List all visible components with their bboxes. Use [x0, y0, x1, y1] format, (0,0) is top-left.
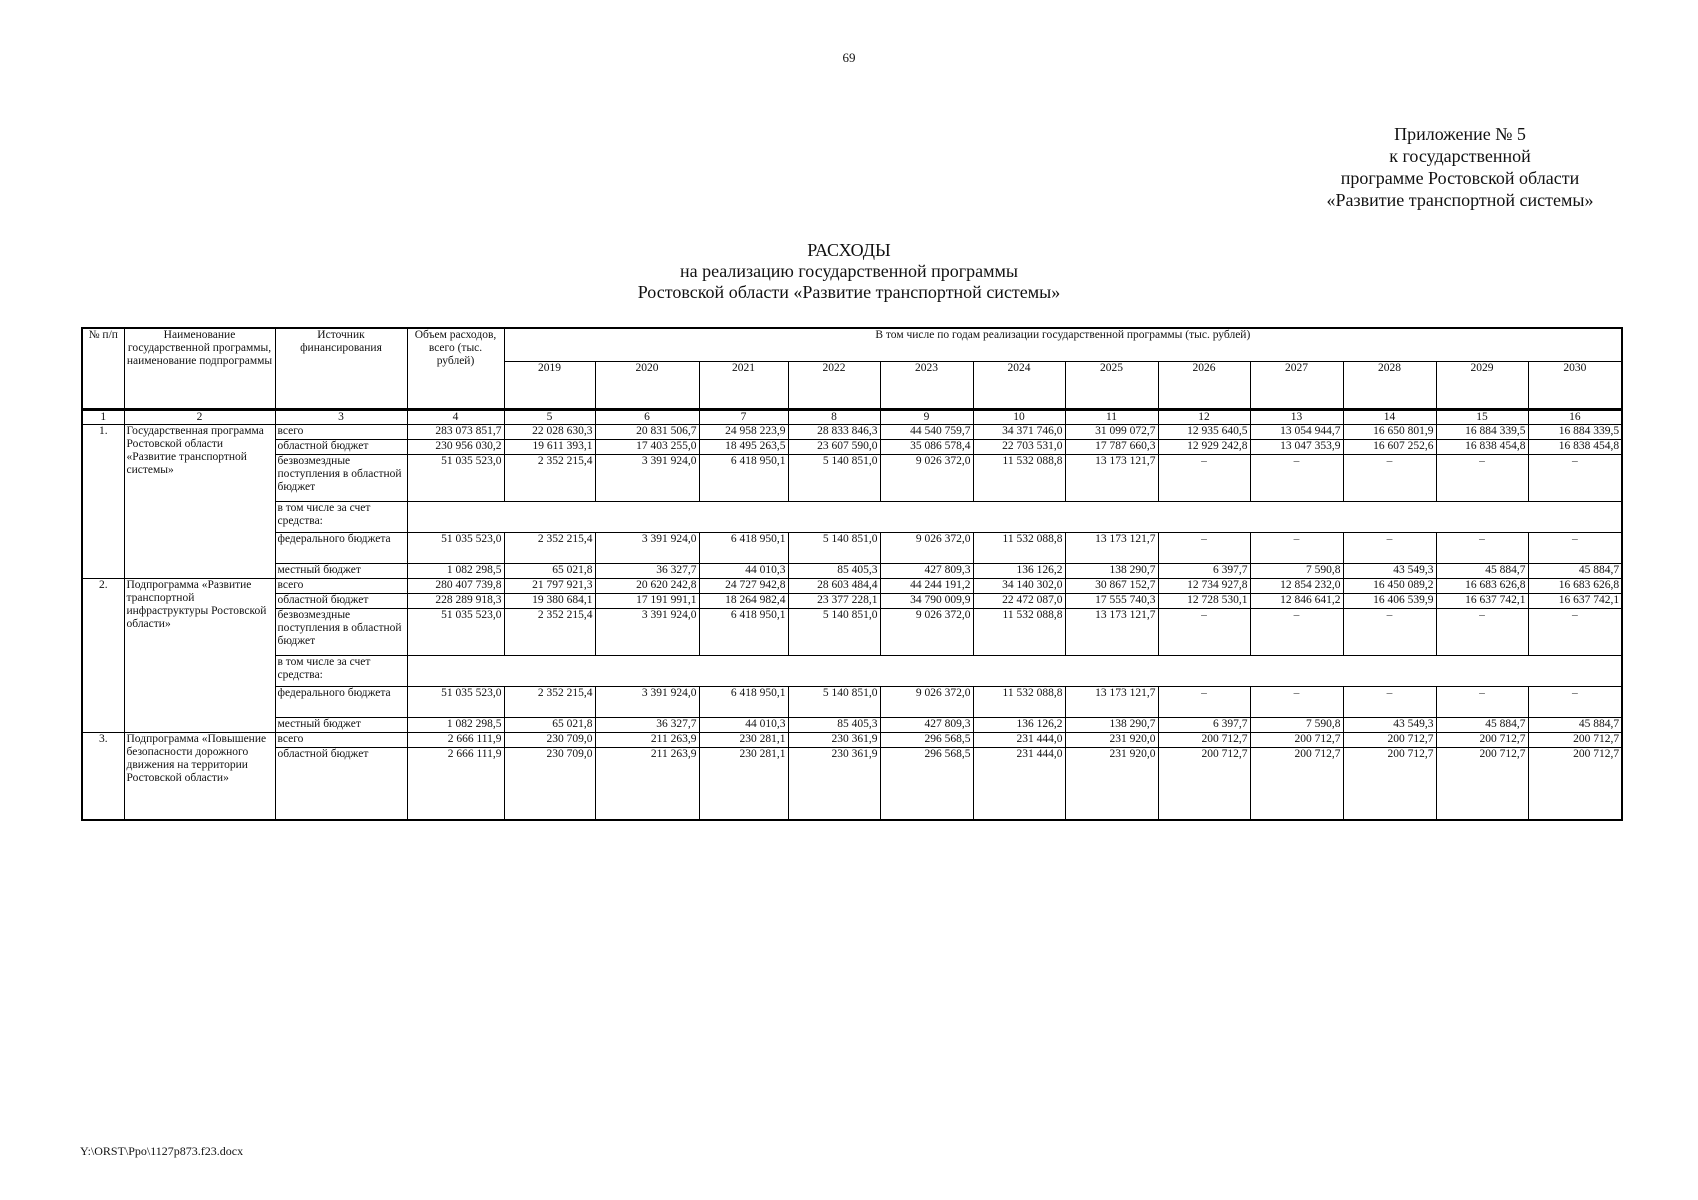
- year-value-cell: 22 703 531,0: [973, 439, 1065, 454]
- title-line: РАСХОДЫ: [807, 240, 891, 260]
- header-year: 2025: [1065, 361, 1158, 409]
- year-value-cell: 20 831 506,7: [595, 424, 699, 439]
- column-number: 8: [788, 409, 880, 424]
- total-value-cell: 1 082 298,5: [407, 563, 504, 578]
- year-value-cell: –: [1250, 454, 1343, 501]
- year-value-cell: 12 854 232,0: [1250, 578, 1343, 593]
- year-value-cell: 200 712,7: [1343, 747, 1436, 820]
- year-value-cell: 5 140 851,0: [788, 532, 880, 563]
- table-row: [82, 747, 1622, 820]
- year-value-cell: 16 838 454,8: [1436, 439, 1528, 454]
- program-number: 1.: [82, 424, 124, 578]
- column-number: 6: [595, 409, 699, 424]
- year-value-cell: 3 391 924,0: [595, 454, 699, 501]
- total-value-cell: 2 666 111,9: [407, 732, 504, 747]
- year-value-cell: –: [1528, 686, 1622, 717]
- column-number: 14: [1343, 409, 1436, 424]
- funding-source: областной бюджет: [275, 439, 407, 454]
- year-value-cell: 31 099 072,7: [1065, 424, 1158, 439]
- year-value-cell: 36 327,7: [595, 717, 699, 732]
- year-value-cell: 200 712,7: [1436, 732, 1528, 747]
- header-name: Наименование государственной программы, наименование подпрограммы: [124, 328, 275, 409]
- empty-cell: [407, 501, 1622, 532]
- year-value-cell: 136 126,2: [973, 563, 1065, 578]
- year-value-cell: 138 290,7: [1065, 717, 1158, 732]
- header-by-years: В том числе по годам реализации государственной программы (тыс. рублей): [504, 328, 1622, 361]
- total-value-cell: 51 035 523,0: [407, 686, 504, 717]
- funding-source: всего: [275, 732, 407, 747]
- year-value-cell: –: [1436, 686, 1528, 717]
- year-value-cell: 24 727 942,8: [699, 578, 788, 593]
- funding-source: всего: [275, 578, 407, 593]
- total-value-cell: 51 035 523,0: [407, 608, 504, 655]
- file-path: Y:\ORST\Ppo\1127p873.f23.docx: [80, 1144, 244, 1158]
- table-row: [82, 454, 1622, 501]
- year-value-cell: 16 637 742,1: [1528, 593, 1622, 608]
- column-number: 13: [1250, 409, 1343, 424]
- year-value-cell: 18 495 263,5: [699, 439, 788, 454]
- year-value-cell: 16 838 454,8: [1528, 439, 1622, 454]
- table-row: [82, 717, 1622, 732]
- year-value-cell: 34 371 746,0: [973, 424, 1065, 439]
- funding-source: в том числе за счет средства:: [275, 501, 407, 532]
- column-number: 16: [1528, 409, 1622, 424]
- total-value-cell: 51 035 523,0: [407, 454, 504, 501]
- header-year: 2029: [1436, 361, 1528, 409]
- year-value-cell: –: [1158, 454, 1250, 501]
- year-value-cell: 19 611 393,1: [504, 439, 595, 454]
- header-year: 2030: [1528, 361, 1622, 409]
- year-value-cell: 231 920,0: [1065, 732, 1158, 747]
- total-value-cell: 228 289 918,3: [407, 593, 504, 608]
- funding-source: федерального бюджета: [275, 532, 407, 563]
- year-value-cell: 22 472 087,0: [973, 593, 1065, 608]
- year-value-cell: –: [1343, 608, 1436, 655]
- year-value-cell: 7 590,8: [1250, 717, 1343, 732]
- year-value-cell: –: [1343, 454, 1436, 501]
- table-row: [82, 686, 1622, 717]
- year-value-cell: 2 352 215,4: [504, 454, 595, 501]
- year-value-cell: 230 281,1: [699, 747, 788, 820]
- year-value-cell: –: [1250, 686, 1343, 717]
- year-value-cell: 6 418 950,1: [699, 454, 788, 501]
- column-numbers-row: [82, 409, 1622, 424]
- table-row: [82, 563, 1622, 578]
- year-value-cell: 5 140 851,0: [788, 454, 880, 501]
- year-value-cell: 16 607 252,6: [1343, 439, 1436, 454]
- column-number: 9: [880, 409, 973, 424]
- total-value-cell: 230 956 030,2: [407, 439, 504, 454]
- year-value-cell: 296 568,5: [880, 732, 973, 747]
- year-value-cell: 200 712,7: [1343, 732, 1436, 747]
- column-number: 10: [973, 409, 1065, 424]
- year-value-cell: 231 920,0: [1065, 747, 1158, 820]
- table-row: [82, 424, 1622, 439]
- header-year: 2019: [504, 361, 595, 409]
- program-number: 2.: [82, 578, 124, 732]
- column-number: 1: [82, 409, 124, 424]
- year-value-cell: 20 620 242,8: [595, 578, 699, 593]
- title-line: Ростовской области «Развитие транспортной системы»: [637, 282, 1061, 302]
- funding-source: областной бюджет: [275, 593, 407, 608]
- program-name: Подпрограмма «Развитие транспортной инфраструктуры Ростовской области»: [124, 578, 275, 732]
- year-value-cell: –: [1343, 532, 1436, 563]
- year-value-cell: 65 021,8: [504, 717, 595, 732]
- year-value-cell: 34 790 009,9: [880, 593, 973, 608]
- year-value-cell: 12 935 640,5: [1158, 424, 1250, 439]
- year-value-cell: 230 709,0: [504, 732, 595, 747]
- year-value-cell: –: [1250, 532, 1343, 563]
- appendix-line: Приложение № 5: [1394, 124, 1526, 144]
- year-value-cell: 6 397,7: [1158, 717, 1250, 732]
- year-value-cell: 6 397,7: [1158, 563, 1250, 578]
- header-num: № п/п: [82, 328, 124, 409]
- year-value-cell: 9 026 372,0: [880, 686, 973, 717]
- year-value-cell: 23 377 228,1: [788, 593, 880, 608]
- column-number: 15: [1436, 409, 1528, 424]
- year-value-cell: 136 126,2: [973, 717, 1065, 732]
- appendix-line: программе Ростовской области: [1340, 168, 1580, 188]
- year-value-cell: 11 532 088,8: [973, 454, 1065, 501]
- year-value-cell: 7 590,8: [1250, 563, 1343, 578]
- header-year: 2028: [1343, 361, 1436, 409]
- year-value-cell: –: [1158, 686, 1250, 717]
- header-year: 2021: [699, 361, 788, 409]
- year-value-cell: 2 352 215,4: [504, 532, 595, 563]
- year-value-cell: 12 728 530,1: [1158, 593, 1250, 608]
- column-number: 11: [1065, 409, 1158, 424]
- year-value-cell: 13 173 121,7: [1065, 686, 1158, 717]
- year-value-cell: –: [1436, 454, 1528, 501]
- header-year: 2024: [973, 361, 1065, 409]
- year-value-cell: 3 391 924,0: [595, 686, 699, 717]
- year-value-cell: 230 361,9: [788, 732, 880, 747]
- year-value-cell: 44 010,3: [699, 563, 788, 578]
- total-value-cell: 283 073 851,7: [407, 424, 504, 439]
- year-value-cell: 44 540 759,7: [880, 424, 973, 439]
- total-value-cell: 2 666 111,9: [407, 747, 504, 820]
- appendix-line: «Развитие транспортной системы»: [1326, 190, 1594, 210]
- year-value-cell: 6 418 950,1: [699, 532, 788, 563]
- year-value-cell: 12 734 927,8: [1158, 578, 1250, 593]
- year-value-cell: 16 406 539,9: [1343, 593, 1436, 608]
- year-value-cell: 231 444,0: [973, 732, 1065, 747]
- year-value-cell: 200 712,7: [1250, 732, 1343, 747]
- year-value-cell: 11 532 088,8: [973, 532, 1065, 563]
- header-source: Источник финансирования: [275, 328, 407, 409]
- year-value-cell: 45 884,7: [1528, 563, 1622, 578]
- empty-cell: [407, 655, 1622, 686]
- total-value-cell: 1 082 298,5: [407, 717, 504, 732]
- table-row: [82, 593, 1622, 608]
- year-value-cell: 12 929 242,8: [1158, 439, 1250, 454]
- year-value-cell: 6 418 950,1: [699, 608, 788, 655]
- year-value-cell: 34 140 302,0: [973, 578, 1065, 593]
- year-value-cell: 24 958 223,9: [699, 424, 788, 439]
- year-value-cell: 12 846 641,2: [1250, 593, 1343, 608]
- year-value-cell: 9 026 372,0: [880, 608, 973, 655]
- year-value-cell: –: [1528, 608, 1622, 655]
- header-year: 2020: [595, 361, 699, 409]
- year-value-cell: 3 391 924,0: [595, 532, 699, 563]
- year-value-cell: 13 173 121,7: [1065, 532, 1158, 563]
- year-value-cell: 200 712,7: [1436, 747, 1528, 820]
- year-value-cell: 16 683 626,8: [1436, 578, 1528, 593]
- year-value-cell: 44 010,3: [699, 717, 788, 732]
- year-value-cell: 231 444,0: [973, 747, 1065, 820]
- year-value-cell: 200 712,7: [1158, 732, 1250, 747]
- year-value-cell: 45 884,7: [1436, 563, 1528, 578]
- year-value-cell: 36 327,7: [595, 563, 699, 578]
- year-value-cell: 200 712,7: [1528, 732, 1622, 747]
- table-row: [82, 608, 1622, 655]
- year-value-cell: 16 637 742,1: [1436, 593, 1528, 608]
- year-value-cell: 13 054 944,7: [1250, 424, 1343, 439]
- year-value-cell: 6 418 950,1: [699, 686, 788, 717]
- appendix-line: к государственной: [1389, 146, 1531, 166]
- year-value-cell: 16 450 089,2: [1343, 578, 1436, 593]
- year-value-cell: 85 405,3: [788, 717, 880, 732]
- funding-source: безвозмездные поступления в областной бюджет: [275, 608, 407, 655]
- year-value-cell: –: [1436, 532, 1528, 563]
- year-value-cell: –: [1158, 532, 1250, 563]
- column-number: 12: [1158, 409, 1250, 424]
- year-value-cell: –: [1436, 608, 1528, 655]
- year-value-cell: 16 650 801,9: [1343, 424, 1436, 439]
- year-value-cell: 11 532 088,8: [973, 686, 1065, 717]
- year-value-cell: 230 281,1: [699, 732, 788, 747]
- expenses-table: [81, 327, 1623, 821]
- year-value-cell: 9 026 372,0: [880, 454, 973, 501]
- year-value-cell: 18 264 982,4: [699, 593, 788, 608]
- program-name: Государственная программа Ростовской области «Развитие транспортной системы»: [124, 424, 275, 578]
- year-value-cell: 30 867 152,7: [1065, 578, 1158, 593]
- header-year: 2026: [1158, 361, 1250, 409]
- funding-source: местный бюджет: [275, 717, 407, 732]
- funding-source: местный бюджет: [275, 563, 407, 578]
- header-year: 2022: [788, 361, 880, 409]
- funding-source: федерального бюджета: [275, 686, 407, 717]
- year-value-cell: 230 709,0: [504, 747, 595, 820]
- year-value-cell: 13 047 353,9: [1250, 439, 1343, 454]
- column-number: 7: [699, 409, 788, 424]
- year-value-cell: 16 884 339,5: [1528, 424, 1622, 439]
- year-value-cell: 16 884 339,5: [1436, 424, 1528, 439]
- year-value-cell: 5 140 851,0: [788, 686, 880, 717]
- column-number: 4: [407, 409, 504, 424]
- column-number: 2: [124, 409, 275, 424]
- year-value-cell: –: [1528, 532, 1622, 563]
- table-row: [82, 501, 1622, 532]
- year-value-cell: 427 809,3: [880, 717, 973, 732]
- header-row: [82, 328, 1622, 361]
- year-value-cell: 43 549,3: [1343, 563, 1436, 578]
- column-number: 5: [504, 409, 595, 424]
- year-value-cell: 45 884,7: [1528, 717, 1622, 732]
- total-value-cell: 51 035 523,0: [407, 532, 504, 563]
- year-value-cell: 5 140 851,0: [788, 608, 880, 655]
- year-value-cell: 3 391 924,0: [595, 608, 699, 655]
- year-value-cell: 17 555 740,3: [1065, 593, 1158, 608]
- page-number: 69: [842, 50, 856, 65]
- year-value-cell: 13 173 121,7: [1065, 454, 1158, 501]
- year-value-cell: 19 380 684,1: [504, 593, 595, 608]
- year-value-cell: 230 361,9: [788, 747, 880, 820]
- header-volume: Объем расходов, всего (тыс. рублей): [407, 328, 504, 409]
- year-value-cell: 44 244 191,2: [880, 578, 973, 593]
- year-value-cell: 28 603 484,4: [788, 578, 880, 593]
- year-value-cell: 17 787 660,3: [1065, 439, 1158, 454]
- header-year: 2023: [880, 361, 973, 409]
- year-value-cell: 45 884,7: [1436, 717, 1528, 732]
- program-name: Подпрограмма «Повышение безопасности дорожного движения на территории Ростовской области»: [124, 732, 275, 820]
- table-row: [82, 532, 1622, 563]
- year-value-cell: 11 532 088,8: [973, 608, 1065, 655]
- year-value-cell: 200 712,7: [1528, 747, 1622, 820]
- year-value-cell: 35 086 578,4: [880, 439, 973, 454]
- year-value-cell: 211 263,9: [595, 732, 699, 747]
- year-value-cell: 16 683 626,8: [1528, 578, 1622, 593]
- funding-source: безвозмездные поступления в областной бюджет: [275, 454, 407, 501]
- document-title: [0, 240, 1698, 303]
- header-year: 2027: [1250, 361, 1343, 409]
- year-value-cell: 200 712,7: [1158, 747, 1250, 820]
- table-row: [82, 439, 1622, 454]
- year-value-cell: –: [1250, 608, 1343, 655]
- table-row: [82, 578, 1622, 593]
- year-value-cell: 65 021,8: [504, 563, 595, 578]
- year-value-cell: 138 290,7: [1065, 563, 1158, 578]
- year-value-cell: 22 028 630,3: [504, 424, 595, 439]
- funding-source: в том числе за счет средства:: [275, 655, 407, 686]
- year-value-cell: 427 809,3: [880, 563, 973, 578]
- column-number: 3: [275, 409, 407, 424]
- year-value-cell: –: [1528, 454, 1622, 501]
- appendix-block: [1290, 123, 1630, 211]
- funding-source: областной бюджет: [275, 747, 407, 820]
- table-row: [82, 732, 1622, 747]
- year-value-cell: 21 797 921,3: [504, 578, 595, 593]
- year-value-cell: 9 026 372,0: [880, 532, 973, 563]
- table-row: [82, 655, 1622, 686]
- year-value-cell: 2 352 215,4: [504, 608, 595, 655]
- year-value-cell: 17 403 255,0: [595, 439, 699, 454]
- year-value-cell: 296 568,5: [880, 747, 973, 820]
- year-value-cell: 23 607 590,0: [788, 439, 880, 454]
- title-line: на реализацию государственной программы: [679, 261, 1019, 281]
- year-value-cell: 17 191 991,1: [595, 593, 699, 608]
- funding-source: всего: [275, 424, 407, 439]
- year-value-cell: 43 549,3: [1343, 717, 1436, 732]
- year-value-cell: –: [1158, 608, 1250, 655]
- year-value-cell: 13 173 121,7: [1065, 608, 1158, 655]
- total-value-cell: 280 407 739,8: [407, 578, 504, 593]
- program-number: 3.: [82, 732, 124, 820]
- year-value-cell: 2 352 215,4: [504, 686, 595, 717]
- year-value-cell: 28 833 846,3: [788, 424, 880, 439]
- year-value-cell: 85 405,3: [788, 563, 880, 578]
- year-value-cell: 200 712,7: [1250, 747, 1343, 820]
- year-value-cell: –: [1343, 686, 1436, 717]
- year-value-cell: 211 263,9: [595, 747, 699, 820]
